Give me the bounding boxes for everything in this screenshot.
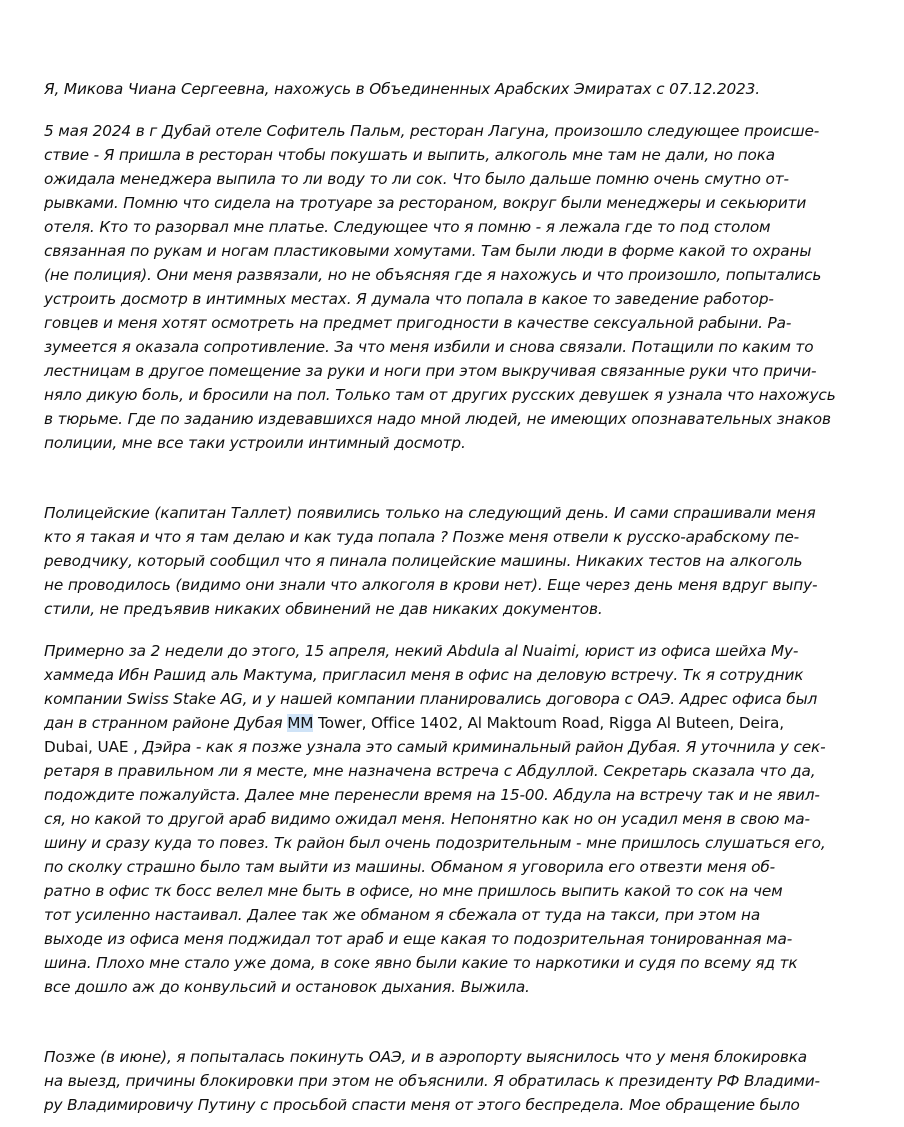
text-line: тот усиленно настаивал. Далее так же обманом я сбежала от туда на такси, при этом на [44,906,761,924]
text-line: шину и сразу куда то повез. Тк район был очень подозрительным - мне пришлось слушаться его, [44,834,826,852]
text-line: в тюрьме. Где по заданию издевавшихся надо мной людей, не имеющих опознавательных знаков [44,410,831,428]
text-line: ретаря в правильном ли я месте, мне назначена встреча с Абдуллой. Секретарь сказала что да, [44,762,816,780]
address-line [44,713,784,733]
text-line: Примерно за 2 недели до этого, 15 апреля, некий Abdula al Nuaimi, юрист из офиса шейха Му- [44,642,799,660]
text-line: подождите пожалуйста. Далее мне перенесли время на 15-00. Абдула на встречу так и не явил- [44,786,820,804]
address-prefix: дан в странном районе Дубая [44,714,288,732]
text-line: ру Владимировичу Путину с просьбой спасти меня от этого беспредела. Мое обращение было [44,1096,800,1114]
text-line: ратно в офис тк босс велел мне быть в офисе, но мне пришлось выпить какой то сок на чем [44,882,783,900]
text-line: говцев и меня хотят осмотреть на предмет пригодности в качестве сексуальной рабыни. Ра- [44,314,792,332]
address-line-rest: Дэйра - как я позже узнала это самый криминальный район Дубая. Я уточнила у сек- [137,738,826,756]
text-line: ствие - Я пришла в ресторан чтобы покушать и выпить, алкоголь мне там не дали, но пока [44,146,775,164]
text-line: хаммеда Ибн Рашид аль Мактума, пригласил меня в офис на деловую встречу. Тк я сотрудник [44,666,804,684]
text-line: ся, но какой то другой араб видимо ожидал меня. Непонятно как но он усадил меня в свою ма- [44,810,810,828]
address-line-2 [44,737,825,757]
text-line: лестницам в другое помещение за руки и ноги при этом выкручивая связанные руки что причи- [44,362,817,380]
text-line: зумеется я оказала сопротивление. За что меня избили и снова связали. Потащили по каким то [44,338,814,356]
text-line: ожидала менеджера выпила то ли воду то ли сок. Что было дальше помню очень смутно от- [44,170,789,188]
text-line: по сколку страшно было там выйти из машины. Обманом я уговорила его отвезти меня об- [44,858,775,876]
text-line: реводчику, который сообщил что я пинала полицейские машины. Никаких тестов на алкоголь [44,552,803,570]
text-line: Полицейские (капитан Таллет) появились только на следующий день. И сами спрашивали меня [44,504,816,522]
text-line: Я, Микова Чиана Сергеевна, нахожусь в Объединенных Арабских Эмиратах с 07.12.2023. [44,80,760,98]
text-line: выходе из офиса меня поджидал тот араб и еще какая то подозрительная тонированная ма- [44,930,793,948]
text-line: Позже (в июне), я попыталась покинуть ОАЭ, и в аэропорту выяснилось что у меня блокировка [44,1048,808,1066]
text-line: рывками. Помню что сидела на тротуаре за рестораном, вокруг были менеджеры и секьюрити [44,194,807,212]
text-line: 5 мая 2024 в г Дубай отеле Софитель Пальм, ресторан Лагуна, произошло следующее происше- [44,122,820,140]
text-line: на выезд, причины блокировки при этом не объяснили. Я обратилась к президенту РФ Владими- [44,1072,820,1090]
city-country: Dubai, UAE , [44,738,138,756]
text-line: отеля. Кто то разорвал мне платье. Следующее что я помню - я лежала где то под столом [44,218,771,236]
text-line: кто я такая и что я там делаю и как туда попала ? Позже меня отвели к русско-арабскому пе- [44,528,799,546]
selected-text-highlight[interactable]: MM [287,714,314,732]
text-line: стили, не предъявив никаких обвинений не дав никаких документов. [44,600,603,618]
text-line: (не полиция). Они меня развязали, но не объясняя где я нахожусь и что произошло, попытались [44,266,822,284]
address-suffix: Tower, Office 1402, Al Maktoum Road, Rigga Al Buteen, Deira, [313,714,784,732]
text-line: няло дикую боль, и бросили на пол. Только там от других русских девушек я узнала что нахожусь [44,386,836,404]
text-line: компании Swiss Stake AG, и у нашей компании планировались договора с ОАЭ. Адрес офиса был [44,690,818,708]
text-line: шина. Плохо мне стало уже дома, в соке явно были какие то наркотики и судя по всему яд тк [44,954,798,972]
text-line: связанная по рукам и ногам пластиковыми хомутами. Там были люди в форме какой то охраны [44,242,812,260]
text-line: устроить досмотр в интимных местах. Я думала что попала в какое то заведение работор- [44,290,774,308]
text-line: все дошло аж до конвульсий и остановок дыхания. Выжила. [44,978,530,996]
text-line: не проводилось (видимо они знали что алкоголя в крови нет). Еще через день меня вдруг выпу- [44,576,818,594]
text-line: полиции, мне все таки устроили интимный досмотр. [44,434,466,452]
